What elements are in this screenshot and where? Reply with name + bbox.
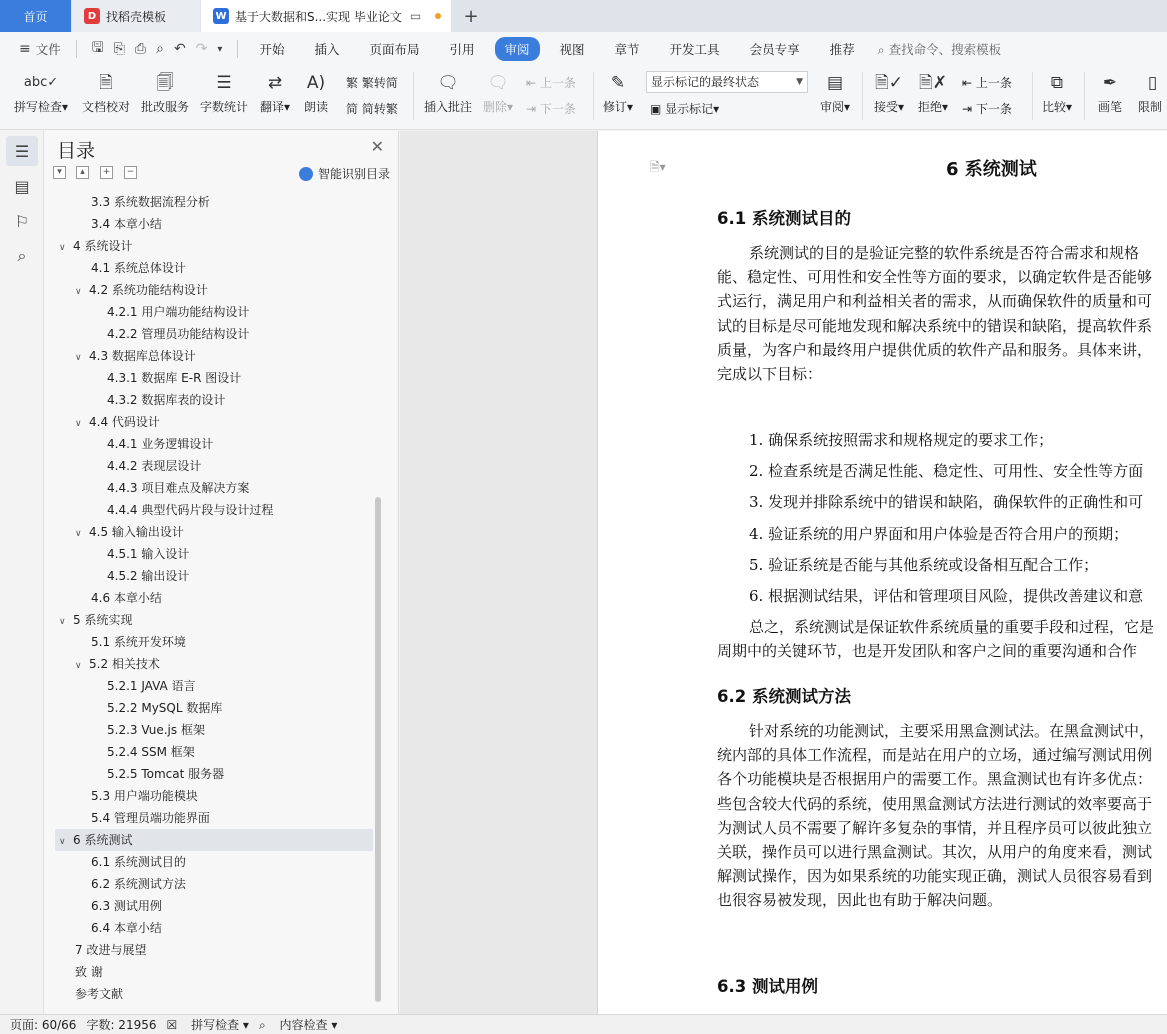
chevron-down-icon[interactable]: ∨ <box>75 419 82 429</box>
unsaved-dot-icon <box>435 13 441 19</box>
divider <box>1084 72 1085 120</box>
chevron-down-icon[interactable]: ∨ <box>75 529 82 539</box>
prev-change-label: 上一条 <box>975 76 1012 90</box>
toc-item-label: 5.2.3 Vue.js 框架 <box>107 723 205 737</box>
tab-template[interactable] <box>72 0 200 32</box>
word-doc-icon: W <box>213 8 229 24</box>
list-item: 3. 发现并排除系统中的错误和缺陷，确保软件的正确性和可 <box>749 493 1144 512</box>
reject-button[interactable] <box>914 66 952 126</box>
paragraph-line: 关联，操作员可以进行黑盒测试。其次，从用户的角度来看，测试 <box>717 843 1153 861</box>
expand-all-icon[interactable]: ▴ <box>76 166 89 179</box>
toc-item[interactable] <box>107 543 189 565</box>
translate-button[interactable] <box>256 66 294 126</box>
simp-to-trad-label: 简转繁 <box>361 102 398 116</box>
more-icon[interactable]: ▾ <box>217 43 223 55</box>
menu-row <box>0 32 1167 66</box>
toc-item-label: 4.1 系统总体设计 <box>91 261 186 275</box>
toc-item[interactable] <box>91 785 198 807</box>
toc-item[interactable] <box>91 895 162 917</box>
review-pane-icon: ▤ <box>826 73 844 93</box>
toc-item[interactable] <box>107 301 249 323</box>
prev-comment-icon: ⇤ <box>526 76 540 90</box>
paragraph-line: 能、稳定性、可用性和安全性等方面的要求，以确定软件是否能够 <box>717 268 1153 287</box>
toc-item[interactable] <box>107 455 201 477</box>
toc-item[interactable] <box>91 851 186 873</box>
toc-item[interactable] <box>91 873 186 895</box>
menu-references[interactable]: 引用 <box>449 42 475 57</box>
tab-home-label: 首页 <box>23 9 48 24</box>
next-comment-button[interactable] <box>526 100 576 117</box>
toc-item[interactable] <box>107 763 224 785</box>
track-changes-button[interactable] <box>600 66 636 126</box>
toc-item-label: 4.5.2 输出设计 <box>107 569 190 583</box>
toc-panel-icon[interactable]: ☰ <box>6 136 38 166</box>
divider <box>1032 72 1033 120</box>
toc-item[interactable] <box>75 345 196 367</box>
section-heading: 6.2 系统测试方法 <box>717 687 851 706</box>
chevron-down-icon[interactable]: ∨ <box>75 287 82 297</box>
quick-access-toolbar <box>83 37 232 61</box>
next-change-label: 下一条 <box>975 102 1012 116</box>
outline-icon[interactable]: ▤ <box>14 176 30 196</box>
track-changes-icon: ✎ <box>610 73 626 93</box>
toc-item-label: 4.3.1 数据库 E-R 图设计 <box>107 371 242 385</box>
toc-item-label: 7 改进与展望 <box>75 943 147 957</box>
paragraph-line: 周期中的关键环节，也是开发团队和客户之间的重要沟通和合作 <box>717 642 1138 661</box>
chevron-down-icon[interactable]: ∨ <box>75 353 82 363</box>
list-item: 4. 验证系统的用户界面和用户体验是否符合用户的预期； <box>749 524 1129 543</box>
word-count[interactable]: 字数: 21956 <box>86 1018 157 1032</box>
compare-button[interactable] <box>1038 66 1076 126</box>
new-tab-button[interactable]: + <box>463 5 479 27</box>
toc-item[interactable] <box>91 587 162 609</box>
toc-item-label: 4.5.1 输入设计 <box>107 547 190 561</box>
toc-item[interactable] <box>107 433 213 455</box>
list-item: 6. 根据测试结果，评估和管理项目风险，提供改善建议和意 <box>749 587 1144 605</box>
insert-comment-button[interactable] <box>422 66 474 126</box>
toc-scrollbar[interactable] <box>375 497 381 1002</box>
command-search-label: 查找命令、搜索模板 <box>888 42 1002 57</box>
paragraph-line: 也很容易被发现，因此也有助于解决问题。 <box>717 891 1003 910</box>
divider <box>593 72 594 120</box>
show-markup-button[interactable]: ▣ 显示标记▾ <box>650 102 720 116</box>
restrict-button[interactable] <box>1138 66 1167 126</box>
show-markup-icon: ▣ <box>650 102 666 116</box>
translate-label: 翻译▾ <box>259 100 291 114</box>
trad-to-simp-icon: 繁 <box>346 76 362 90</box>
paragraph-line: 统内部的具体工作流程，而是站在用户的立场，通过编写测试用例 <box>717 746 1153 765</box>
toc-item[interactable] <box>75 521 184 543</box>
pen-button[interactable] <box>1092 66 1128 126</box>
spell-check-status[interactable]: ☒ 拼写检查 ▾ <box>166 1018 249 1032</box>
toc-item-label: 5.2.2 MySQL 数据库 <box>107 701 223 715</box>
pen-label: 画笔 <box>1097 100 1122 114</box>
redo-icon[interactable]: ↷ <box>195 41 208 57</box>
list-item: 2. 检查系统是否满足性能、稳定性、可用性、安全性等方面 <box>749 462 1144 481</box>
toc-item[interactable] <box>91 917 162 939</box>
toc-item-label: 4.4.1 业务逻辑设计 <box>107 437 214 451</box>
section-heading: 6.1 系统测试目的 <box>717 209 851 228</box>
tab-bar <box>0 0 1167 32</box>
toc-item-label: 4.3.2 数据库表的设计 <box>107 393 226 407</box>
batch-service-button[interactable] <box>139 66 191 126</box>
search-icon: ⌕ <box>877 42 885 57</box>
chevron-down-icon[interactable]: ∨ <box>59 837 66 847</box>
compare-icon: ⧉ <box>1050 73 1064 93</box>
delete-comment-label: 删除▾ <box>482 100 514 114</box>
next-change-button[interactable] <box>962 100 1012 117</box>
toc-item-label: 5.3 用户端功能模块 <box>91 789 198 803</box>
menu-page-layout[interactable]: 页面布局 <box>369 42 420 57</box>
word-count-button[interactable] <box>198 66 250 126</box>
menu-view[interactable]: 视图 <box>559 42 585 57</box>
paragraph-line: 完成以下目标： <box>717 365 823 383</box>
list-item: 5. 验证系统是否能与其他系统或设备相互配合工作； <box>749 555 1099 574</box>
read-aloud-button[interactable] <box>300 66 332 126</box>
toc-item-label: 5 系统实现 <box>73 613 133 627</box>
batch-service-label: 批改服务 <box>140 100 189 114</box>
document-proof-label: 文档校对 <box>81 100 130 114</box>
toc-item[interactable] <box>107 477 249 499</box>
document-proof-button[interactable] <box>80 66 132 126</box>
review-pane-label: 审阅▾ <box>819 100 851 114</box>
menu-insert[interactable]: 插入 <box>314 42 340 57</box>
toc-item-label: 4.5 输入输出设计 <box>89 525 184 539</box>
comment-add-icon: 🗨 <box>437 73 459 93</box>
page-options-icon[interactable]: 🗎▾ <box>650 160 666 174</box>
batch-icon: 🗐 <box>156 73 174 93</box>
chevron-down-icon[interactable]: ∨ <box>59 243 66 253</box>
print-preview-icon[interactable]: ⌕ <box>156 41 164 57</box>
reject-icon: 🗎✗ <box>919 73 947 93</box>
paragraph-line: 些包含较大代码的系统，使用黑盒测试方法进行测试的效率要高于 <box>717 794 1153 813</box>
trad-to-simp-label: 繁转简 <box>361 76 398 90</box>
hamburger-icon: ≡ <box>19 41 31 57</box>
menu-start[interactable]: 开始 <box>259 42 285 57</box>
compare-label: 比较▾ <box>1041 100 1073 114</box>
paragraph-line: 针对系统的功能测试，主要采用黑盒测试法。在黑盒测试中， <box>749 722 1155 740</box>
tab-document[interactable] <box>201 0 451 32</box>
comment-delete-icon: 🗨 <box>487 73 509 93</box>
prev-comment-button[interactable] <box>526 74 576 91</box>
chevron-down-icon: ▼ <box>796 77 803 87</box>
delete-comment-button[interactable] <box>481 66 515 126</box>
toc-title: 目录 <box>57 140 96 162</box>
print-icon[interactable]: ⎙ <box>134 41 147 57</box>
toc-item[interactable] <box>59 235 132 257</box>
toc-item[interactable] <box>91 257 186 279</box>
tab-document-label: 基于大数据和S...实现 毕业论文 <box>235 9 402 24</box>
divider <box>862 72 863 120</box>
markup-state-select[interactable] <box>646 71 808 93</box>
restrict-icon: ▯ <box>1147 73 1158 93</box>
menu-review[interactable]: 审阅 <box>495 37 540 61</box>
toc-item[interactable] <box>91 191 210 213</box>
proof-icon: 🗎 <box>99 73 113 93</box>
toc-item-label: 4.4.2 表现层设计 <box>107 459 202 473</box>
toc-item-label: 参考文献 <box>75 987 124 1001</box>
review-pane-button[interactable] <box>816 66 854 126</box>
toc-item-label: 4.4 代码设计 <box>89 415 160 429</box>
chevron-down-icon[interactable]: ∨ <box>75 661 82 671</box>
track-changes-label: 修订▾ <box>602 100 634 114</box>
divider <box>413 72 414 120</box>
document-page[interactable] <box>597 131 1167 1014</box>
spell-check-label: 拼写检查▾ <box>13 100 69 114</box>
paragraph-line: 质量，为客户和最终用户提供优质的软件产品和服务。具体来讲， <box>717 340 1153 359</box>
toc-item[interactable] <box>107 697 222 719</box>
paragraph-line: 式运行，满足用户和利益相关者的需求，从而确保软件的质量和可 <box>717 292 1153 311</box>
ai-icon <box>299 167 313 181</box>
status-bar <box>0 1014 1167 1034</box>
toc-item-label: 4.4.3 项目难点及解决方案 <box>107 481 250 495</box>
read-aloud-icon: A) <box>306 73 326 93</box>
toc-item-label: 6.1 系统测试目的 <box>91 855 186 869</box>
trad-to-simp-button[interactable] <box>346 74 398 91</box>
divider <box>237 40 238 58</box>
prev-change-button[interactable] <box>962 74 1012 91</box>
simp-to-trad-icon: 简 <box>346 102 362 116</box>
toc-item-label: 6.4 本章小结 <box>91 921 162 935</box>
chevron-down-icon[interactable]: ∨ <box>59 617 66 627</box>
paragraph-line: 系统测试的目的是验证完整的软件系统是否符合需求和规格 <box>749 244 1140 262</box>
menu-member[interactable]: 会员专享 <box>749 42 800 57</box>
file-menu-label: 文件 <box>35 42 61 57</box>
pen-icon: ✒ <box>1102 73 1118 93</box>
save-icon[interactable]: 🖫 <box>91 40 104 56</box>
prev-comment-label: 上一条 <box>539 76 576 90</box>
menu-developer[interactable]: 开发工具 <box>669 42 720 57</box>
toc-item-label: 4 系统设计 <box>73 239 133 253</box>
markup-state-value: 显示标记的最终状态 <box>651 75 760 89</box>
file-menu[interactable] <box>0 40 70 58</box>
menu-recommend[interactable]: 推荐 <box>829 42 855 57</box>
toc-item[interactable] <box>107 323 249 345</box>
show-markup-label: 显示标记 <box>665 102 714 116</box>
smart-toc-button[interactable] <box>299 165 390 182</box>
add-heading-icon[interactable]: + <box>100 166 113 179</box>
toc-item-label: 5.4 管理员端功能界面 <box>91 811 210 825</box>
toc-panel <box>45 131 399 1014</box>
toc-item-label: 5.2.4 SSM 框架 <box>107 745 195 759</box>
toc-item[interactable] <box>59 609 132 631</box>
word-count-label: 字数统计 <box>199 100 248 114</box>
close-icon[interactable]: ✕ <box>370 137 384 156</box>
toc-item-label: 致 谢 <box>75 965 103 979</box>
smart-toc-label: 智能识别目录 <box>317 167 390 181</box>
content-check-status[interactable]: ⌕ 内容检查 ▾ <box>258 1018 338 1032</box>
accept-icon: 🗎✓ <box>875 73 903 93</box>
divider <box>76 40 77 58</box>
paragraph-line: 为测试人员不需要了解许多复杂的事情，并且程序员可以彼此独立 <box>717 818 1153 837</box>
toc-item-label: 5.2 相关技术 <box>89 657 160 671</box>
simp-to-trad-button[interactable] <box>346 100 398 117</box>
toc-item-label: 5.2.5 Tomcat 服务器 <box>107 767 225 781</box>
read-aloud-label: 朗读 <box>303 100 328 114</box>
toc-item[interactable] <box>75 983 123 1005</box>
toc-item[interactable] <box>91 213 162 235</box>
ribbon <box>0 66 1167 130</box>
toc-item[interactable] <box>55 829 373 851</box>
command-search[interactable] <box>878 40 1002 58</box>
restrict-label: 限制 <box>1138 100 1163 114</box>
toc-item[interactable] <box>91 631 186 653</box>
chapter-title: 6 系统测试 <box>946 159 1037 180</box>
toc-item-label: 5.1 系统开发环境 <box>91 635 186 649</box>
toc-item-label: 5.2.1 JAVA 语言 <box>107 679 196 693</box>
toc-item[interactable] <box>107 565 189 587</box>
insert-comment-label: 插入批注 <box>423 100 472 114</box>
toc-item[interactable] <box>75 653 160 675</box>
toc-item-label: 6.3 测试用例 <box>91 899 162 913</box>
list-item: 1. 确保系统按照需求和规格规定的要求工作； <box>749 431 1054 449</box>
next-comment-label: 下一条 <box>539 102 576 116</box>
paragraph-line: 各个功能模块是否根据用户的需要工作。黑盒测试也有许多优点： <box>717 770 1153 789</box>
paragraph-line: 总之，系统测试是保证软件系统质量的重要手段和过程，它是 <box>749 618 1155 636</box>
tab-home[interactable] <box>0 0 71 32</box>
toc-item[interactable] <box>107 499 273 521</box>
toc-item[interactable] <box>75 279 208 301</box>
export-pdf-icon[interactable]: ⎘ <box>113 41 125 57</box>
toc-item-label: 4.2.2 管理员功能结构设计 <box>107 327 250 341</box>
paragraph-line: 解测试操作，因为如果系统的功能实现正确，测试人员很容易看到 <box>717 867 1153 886</box>
monitor-icon[interactable]: ▭ <box>409 9 422 23</box>
toc-item[interactable] <box>107 367 241 389</box>
toc-item-label: 4.2 系统功能结构设计 <box>89 283 208 297</box>
page-indicator[interactable]: 页面: 60/66 <box>10 1018 77 1032</box>
menu-chapter[interactable]: 章节 <box>614 42 640 57</box>
search-icon[interactable]: ⌕ <box>17 246 27 265</box>
spell-check-icon: abc✓ <box>23 75 59 90</box>
toc-item-label: 4.2.1 用户端功能结构设计 <box>107 305 250 319</box>
accept-label: 接受▾ <box>873 100 905 114</box>
toc-item-label: 4.6 本章小结 <box>91 591 162 605</box>
bookmark-icon[interactable]: ⚐ <box>14 211 30 231</box>
tab-template-label: 找稻壳模板 <box>106 9 167 24</box>
reject-label: 拒绝▾ <box>917 100 949 114</box>
toc-item-label: 6 系统测试 <box>73 833 133 847</box>
toc-item-label: 4.4.4 典型代码片段与设计过程 <box>107 503 274 517</box>
docer-logo-icon: D <box>84 8 100 24</box>
next-change-icon: ⇥ <box>962 102 976 116</box>
accept-button[interactable] <box>870 66 908 126</box>
toc-item[interactable] <box>91 807 210 829</box>
next-comment-icon: ⇥ <box>526 102 540 116</box>
toc-item-label: 3.4 本章小结 <box>91 217 162 231</box>
toc-item-label: 3.3 系统数据流程分析 <box>91 195 210 209</box>
toc-item[interactable] <box>75 939 146 961</box>
remove-heading-icon[interactable]: − <box>124 166 137 179</box>
prev-change-icon: ⇤ <box>962 76 976 90</box>
word-count-icon: ☰ <box>216 73 232 93</box>
spell-check-button[interactable] <box>10 66 72 126</box>
document-canvas <box>400 131 1167 1014</box>
collapse-all-icon[interactable]: ▾ <box>53 166 66 179</box>
toc-item-label: 4.3 数据库总体设计 <box>89 349 196 363</box>
toc-item[interactable] <box>107 389 225 411</box>
toc-item[interactable] <box>75 961 103 983</box>
undo-icon[interactable]: ↶ <box>173 41 186 57</box>
toc-item[interactable] <box>75 411 160 433</box>
toc-item[interactable] <box>107 741 195 763</box>
translate-icon: ⇄ <box>267 73 283 93</box>
left-rail <box>0 131 44 1014</box>
section-heading: 6.3 测试用例 <box>717 977 818 996</box>
paragraph-line: 试的目标是尽可能地发现和解决系统中的错误和缺陷，提高软件系 <box>717 316 1153 335</box>
toc-item[interactable] <box>107 719 205 741</box>
toc-item-label: 6.2 系统测试方法 <box>91 877 186 891</box>
toc-item[interactable] <box>107 675 196 697</box>
